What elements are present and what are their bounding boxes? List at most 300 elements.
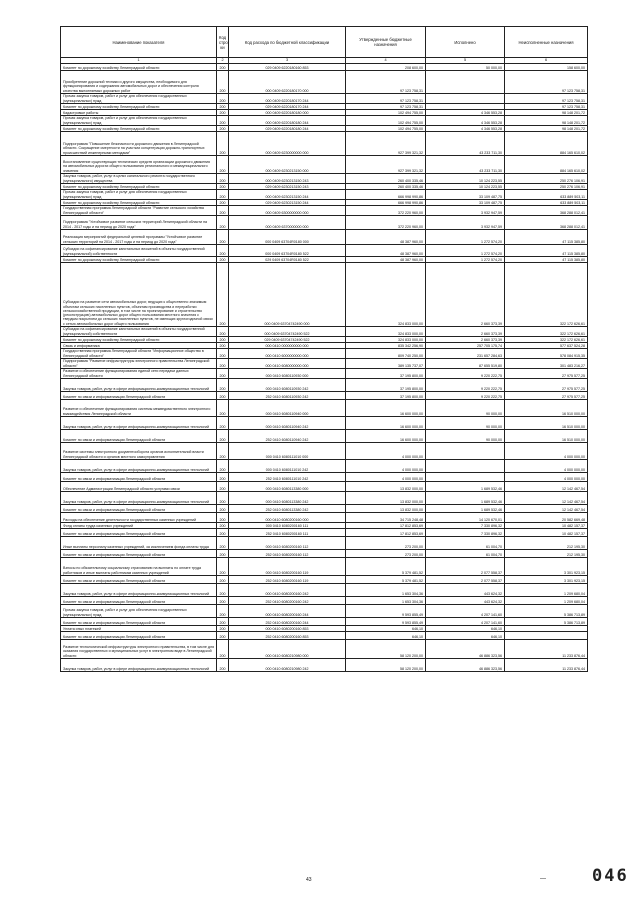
- row-name-cell: Обеспечение Администрации Ленинградской области услугами связи: [61, 482, 217, 492]
- row-line-code-cell: 200: [217, 430, 229, 443]
- table-row: [61, 230, 588, 245]
- row-line-code-cell: 200: [217, 584, 229, 597]
- row-approved-cell: 102 494 755,00: [346, 126, 426, 132]
- row-classification-cell: 252 0410 6080200160 242: [229, 597, 346, 605]
- row-unexecuted-cell: 578 084 915,35: [505, 349, 588, 359]
- row-unexecuted-cell: 368 288 012,41: [505, 216, 588, 230]
- row-executed-cell: 33 109 487,75: [426, 190, 505, 200]
- row-approved-cell: 48 387 960,00: [346, 230, 426, 245]
- table-row: [61, 430, 588, 443]
- row-classification-cell: 029 0409 6230213150 243: [229, 184, 346, 190]
- row-executed-cell: 90 000,00: [426, 430, 505, 443]
- row-unexecuted-cell: 5 386 713,89: [505, 618, 588, 626]
- row-approved-cell: 9 593 855,49: [346, 618, 426, 626]
- row-classification-cell: 252 0410 6080200160 853: [229, 632, 346, 640]
- row-approved-cell: 37 195 800,00: [346, 369, 426, 379]
- row-unexecuted-cell: 3 301 923,15: [505, 576, 588, 584]
- table-row: [61, 618, 588, 626]
- row-classification-cell: 000 0409 6370000000 000: [229, 216, 346, 230]
- row-approved-cell: 273 200,00: [346, 537, 426, 550]
- row-name-cell: Комитет по дорожному хозяйству Ленинградской области: [61, 200, 217, 206]
- row-classification-cell: 000 0409 63704742490 522: [229, 327, 346, 337]
- column-index: 1: [61, 58, 217, 64]
- row-name-cell: Фонд оплаты труда казенных учреждений: [61, 523, 217, 529]
- row-name-cell: Комитет по дорожному хозяйству Ленинградской области: [61, 257, 217, 263]
- row-approved-cell: 58 120 200,00: [346, 659, 426, 672]
- row-classification-cell: 029 0409 6220180160 853: [229, 64, 346, 71]
- row-classification-cell: 000 0410 6000000000 000: [229, 349, 346, 359]
- row-name-cell: Государственная программа Ленинградской области "Развитие сельского хозяйства Ленинградской области": [61, 206, 217, 216]
- row-approved-cell: 58 120 200,00: [346, 640, 426, 659]
- row-classification-cell: 000 0410 6080000000 000: [229, 359, 346, 369]
- row-approved-cell: 5 379 481,52: [346, 558, 426, 576]
- table-row: [61, 156, 588, 174]
- table-row: [61, 482, 588, 492]
- row-executed-cell: 3 932 947,59: [426, 216, 505, 230]
- row-approved-cell: 4 000 000,00: [346, 473, 426, 482]
- row-line-code-cell: 200: [217, 200, 229, 206]
- row-classification-cell: 000 0410 6080111010 000: [229, 443, 346, 460]
- row-line-code-cell: 200: [217, 558, 229, 576]
- row-unexecuted-cell: 158 600,00: [505, 64, 588, 71]
- row-approved-cell: 927 399 321,32: [346, 156, 426, 174]
- row-approved-cell: 927 399 321,32: [346, 132, 426, 156]
- table-row: [61, 379, 588, 392]
- row-unexecuted-cell: 1 209 680,04: [505, 584, 588, 597]
- column-index: 2: [217, 58, 229, 64]
- row-executed-cell: 2 660 373,39: [426, 263, 505, 327]
- row-approved-cell: 13 832 000,00: [346, 505, 426, 513]
- row-classification-cell: 000 0409 63704R0180 522: [229, 245, 346, 257]
- row-classification-cell: 000 0410 6080110940 000: [229, 400, 346, 417]
- row-line-code-cell: 200: [217, 523, 229, 529]
- row-executed-cell: 2 660 373,39: [426, 327, 505, 337]
- row-approved-cell: 13 832 000,00: [346, 492, 426, 505]
- row-executed-cell: 231 657 284,63: [426, 349, 505, 359]
- row-classification-cell: 000 0409 63704742490 000: [229, 263, 346, 327]
- row-approved-cell: 372 220 960,00: [346, 206, 426, 216]
- row-unexecuted-cell: 250 276 106,91: [505, 174, 588, 184]
- row-unexecuted-cell: 577 637 524,28: [505, 343, 588, 349]
- row-name-cell: Закупка товаров, работ, услуг в сфере информационно-коммуникационных технологий: [61, 584, 217, 597]
- row-executed-cell: 90 000,00: [426, 400, 505, 417]
- row-executed-cell: 443 624,32: [426, 597, 505, 605]
- budget-table: [60, 26, 588, 672]
- row-line-code-cell: 200: [217, 230, 229, 245]
- row-name-cell: Реализация мероприятий федеральной целевой программы "Устойчивое развитие сельских территорий на 2014 - 2017 годы и на период до 2020 года": [61, 230, 217, 245]
- row-classification-cell: 000 0410 6080200160 244: [229, 605, 346, 618]
- row-name-cell: Иные выплаты персоналу казенных учреждений, за исключением фонда оплаты труда: [61, 537, 217, 550]
- row-executed-cell: 61 004,70: [426, 550, 505, 558]
- row-approved-cell: 646,10: [346, 632, 426, 640]
- row-approved-cell: 4 000 000,00: [346, 460, 426, 473]
- row-classification-cell: 000 0409 63704R0180 000: [229, 230, 346, 245]
- row-classification-cell: 000 0410 6080113380 000: [229, 482, 346, 492]
- row-line-code-cell: 200: [217, 443, 229, 460]
- row-classification-cell: 252 0410 6080200160 112: [229, 550, 346, 558]
- row-line-code-cell: 200: [217, 505, 229, 513]
- row-approved-cell: 13 832 000,00: [346, 482, 426, 492]
- row-unexecuted-cell: 322 172 626,61: [505, 337, 588, 343]
- row-line-code-cell: 200: [217, 605, 229, 618]
- row-name-cell: Субсидии на софинансирование капитальных вложений в объекты государственной (муниципальной) собственности: [61, 245, 217, 257]
- row-unexecuted-cell: 301 483 216,27: [505, 359, 588, 369]
- row-executed-cell: 43 233 711,30: [426, 156, 505, 174]
- row-name-cell: Комитет по связи и информатизации Ленинградской области: [61, 430, 217, 443]
- row-approved-cell: 646,10: [346, 626, 426, 632]
- row-unexecuted-cell: 16 510 000,00: [505, 430, 588, 443]
- row-approved-cell: 273 200,00: [346, 550, 426, 558]
- row-classification-cell: 000 0410 6080110940 242: [229, 417, 346, 430]
- row-executed-cell: 2 077 558,37: [426, 576, 505, 584]
- row-executed-cell: 14 120 670,01: [426, 513, 505, 523]
- row-classification-cell: 000 0410 6080210980 000: [229, 640, 346, 659]
- row-name-cell: Закупка товаров, работ, услуг в сфере информационно-коммуникационных технологий: [61, 379, 217, 392]
- row-executed-cell: 4 207 141,60: [426, 605, 505, 618]
- row-line-code-cell: 200: [217, 618, 229, 626]
- row-executed-cell: 7 330 896,32: [426, 529, 505, 537]
- table-row: [61, 359, 588, 369]
- row-line-code-cell: 200: [217, 537, 229, 550]
- row-classification-cell: 000 0410 6080113380 242: [229, 492, 346, 505]
- report-sheet: [60, 26, 587, 672]
- row-name-cell: Комитет по дорожному хозяйству Ленинградской области: [61, 337, 217, 343]
- table-row: [61, 513, 588, 523]
- row-unexecuted-cell: 12 142 467,54: [505, 492, 588, 505]
- table-row: [61, 558, 588, 576]
- row-line-code-cell: 200: [217, 174, 229, 184]
- row-approved-cell: 37 195 800,00: [346, 379, 426, 392]
- row-unexecuted-cell: 16 510 000,00: [505, 400, 588, 417]
- row-unexecuted-cell: 633 889 503,11: [505, 200, 588, 206]
- row-unexecuted-cell: 97 123 758,31: [505, 94, 588, 104]
- row-classification-cell: 000 0410 6080200160 111: [229, 523, 346, 529]
- header-line-code: Код стро ки: [217, 27, 229, 58]
- row-unexecuted-cell: 27 975 577,25: [505, 379, 588, 392]
- row-unexecuted-cell: 5 386 713,89: [505, 605, 588, 618]
- row-name-cell: Комитет по дорожному хозяйству Ленинградской области: [61, 104, 217, 110]
- row-line-code-cell: 200: [217, 126, 229, 132]
- row-line-code-cell: 200: [217, 206, 229, 216]
- row-unexecuted-cell: 20 582 669,48: [505, 513, 588, 523]
- row-classification-cell: 029 0409 6220180180 244: [229, 126, 346, 132]
- row-unexecuted-cell: 16 510 000,00: [505, 417, 588, 430]
- row-name-cell: Прочая закупка товаров, работ и услуг для обеспечения государственных (муниципальных) нужд: [61, 190, 217, 200]
- row-executed-cell: 1 689 532,46: [426, 482, 505, 492]
- row-line-code-cell: 200: [217, 369, 229, 379]
- row-classification-cell: 000 0409 6220180170 000: [229, 71, 346, 94]
- row-approved-cell: 102 494 755,00: [346, 110, 426, 116]
- table-row: [61, 132, 588, 156]
- row-unexecuted-cell: 10 482 157,37: [505, 529, 588, 537]
- row-name-cell: Комитет по связи и информатизации Ленинградской области: [61, 529, 217, 537]
- row-approved-cell: 4 000 000,00: [346, 443, 426, 460]
- row-line-code-cell: 200: [217, 216, 229, 230]
- row-name-cell: Прочая закупка товаров, работ и услуг для обеспечения государственных (муниципальных) нужд: [61, 116, 217, 126]
- table-row: [61, 190, 588, 200]
- row-executed-cell: 4 207 141,60: [426, 618, 505, 626]
- row-unexecuted-cell: 47 115 385,80: [505, 257, 588, 263]
- row-classification-cell: 252 0410 6080110930 242: [229, 392, 346, 400]
- header-approved: Утвержденные бюджетные назначения: [346, 27, 426, 58]
- row-unexecuted-cell: 1 209 680,04: [505, 597, 588, 605]
- table-row: [61, 537, 588, 550]
- row-classification-cell: 252 0410 6080111010 242: [229, 473, 346, 482]
- row-unexecuted-cell: 27 975 577,25: [505, 392, 588, 400]
- row-line-code-cell: 200: [217, 263, 229, 327]
- row-name-cell: Кадастровые работы: [61, 110, 217, 116]
- row-approved-cell: 324 833 000,00: [346, 263, 426, 327]
- table-row: [61, 529, 588, 537]
- row-unexecuted-cell: 97 123 758,31: [505, 104, 588, 110]
- row-name-cell: Закупка товаров, работ, услуг в сфере информационно-коммуникационных технологий: [61, 659, 217, 672]
- row-name-cell: Подпрограмма "Устойчивое развитие сельских территорий Ленинградской области на 2014 - 2017 годы и на период до 2020 года": [61, 216, 217, 230]
- row-unexecuted-cell: [505, 632, 588, 640]
- row-unexecuted-cell: 11 233 876,44: [505, 659, 588, 672]
- row-unexecuted-cell: 250 276 106,91: [505, 184, 588, 190]
- row-line-code-cell: 200: [217, 379, 229, 392]
- table-row: [61, 94, 588, 104]
- row-executed-cell: 1 689 532,46: [426, 505, 505, 513]
- row-name-cell: Комитет по связи и информатизации Ленинградской области: [61, 618, 217, 626]
- row-executed-cell: 2 660 373,39: [426, 337, 505, 343]
- row-line-code-cell: 200: [217, 337, 229, 343]
- row-name-cell: Прочая закупка товаров, работ и услуг для обеспечения государственных (муниципальных) нужд: [61, 94, 217, 104]
- column-index: 4: [346, 58, 426, 64]
- row-classification-cell: 000 0410 6080200160 853: [229, 626, 346, 632]
- row-executed-cell: 46 886 323,56: [426, 640, 505, 659]
- row-executed-cell: 7 330 896,32: [426, 523, 505, 529]
- table-row: [61, 206, 588, 216]
- row-line-code-cell: 200: [217, 156, 229, 174]
- row-executed-cell: 4 346 553,28: [426, 116, 505, 126]
- row-name-cell: Субсидии на развитие сети автомобильных дорог, ведущих к общественно значимым объектам сельских населенных пунктов, объектам производства и переработки сельскохозяйственной продукции, в том числе на проектирование и строительство (реконструкцию) автомобильных дорог общего пользования местного значения с твердым покрытием до сельских населенных пунктов, не имеющих круглогодичной связи с сетью автомобильных дорог общего пользования: [61, 263, 217, 327]
- row-name-cell: Прочая закупка товаров, работ и услуг для обеспечения государственных (муниципальных) нужд: [61, 605, 217, 618]
- row-approved-cell: 17 812 853,69: [346, 529, 426, 537]
- row-approved-cell: 372 220 960,00: [346, 216, 426, 230]
- row-line-code-cell: 200: [217, 473, 229, 482]
- row-classification-cell: 000 0410 6080110930 242: [229, 379, 346, 392]
- column-index: 3: [229, 58, 346, 64]
- row-unexecuted-cell: 47 115 385,80: [505, 230, 588, 245]
- row-classification-cell: 252 0410 6080200160 111: [229, 529, 346, 537]
- row-classification-cell: 029 0409 6220180170 244: [229, 104, 346, 110]
- table-row: [61, 400, 588, 417]
- row-name-cell: Субсидии на софинансирование капитальных вложений в объекты государственной (муниципальной) собственности: [61, 327, 217, 337]
- row-classification-cell: 000 0410 6080200160 112: [229, 537, 346, 550]
- row-unexecuted-cell: 12 142 467,54: [505, 482, 588, 492]
- document-stamp-number: 046: [592, 866, 629, 886]
- row-executed-cell: 10 124 223,55: [426, 174, 505, 184]
- row-line-code-cell: 200: [217, 327, 229, 337]
- row-name-cell: Закупка товаров, работ, услуг в целях капитального ремонта государственного (муниципального) имущества: [61, 174, 217, 184]
- row-executed-cell: 50 000,00: [426, 64, 505, 71]
- header-classification-code: Код расхода по бюджетной классификации: [229, 27, 346, 58]
- row-name-cell: Комитет по дорожному хозяйству Ленинградской области: [61, 126, 217, 132]
- row-name-cell: Развитие и обеспечение функционирования единой сети передачи данных Ленинградской области: [61, 369, 217, 379]
- row-approved-cell: 5 379 481,52: [346, 576, 426, 584]
- row-classification-cell: 029 0409 63704742490 522: [229, 337, 346, 343]
- row-approved-cell: 666 998 990,86: [346, 190, 426, 200]
- row-unexecuted-cell: 4 000 000,00: [505, 443, 588, 460]
- table-row: [61, 327, 588, 337]
- row-executed-cell: 3 932 947,59: [426, 206, 505, 216]
- row-executed-cell: 1 272 574,20: [426, 257, 505, 263]
- table-row: [61, 576, 588, 584]
- row-classification-cell: 000 0410 6080200160 000: [229, 513, 346, 523]
- column-index: 6: [505, 58, 588, 64]
- row-classification-cell: 252 0410 6080200160 119: [229, 576, 346, 584]
- table-row: [61, 460, 588, 473]
- row-line-code-cell: 200: [217, 597, 229, 605]
- row-unexecuted-cell: 27 975 577,25: [505, 369, 588, 379]
- row-classification-cell: 252 0410 6080110940 242: [229, 430, 346, 443]
- row-executed-cell: [426, 460, 505, 473]
- table-row: [61, 392, 588, 400]
- row-name-cell: Приобретение дорожной техники и другого имущества, необходимого для функционирования и содержания автомобильных дорог и обеспечения контроля качества выполняемых дорожных работ: [61, 71, 217, 94]
- row-classification-cell: 000 0409 6230213150 244: [229, 190, 346, 200]
- row-approved-cell: 97 123 758,31: [346, 94, 426, 104]
- row-executed-cell: 4 346 553,28: [426, 126, 505, 132]
- row-line-code-cell: 200: [217, 64, 229, 71]
- row-approved-cell: 48 387 960,00: [346, 257, 426, 263]
- row-line-code-cell: 200: [217, 659, 229, 672]
- row-line-code-cell: 200: [217, 343, 229, 349]
- row-executed-cell: [426, 94, 505, 104]
- row-unexecuted-cell: 884 165 610,02: [505, 132, 588, 156]
- row-executed-cell: 1 272 574,20: [426, 245, 505, 257]
- table-row: [61, 443, 588, 460]
- row-approved-cell: 324 833 000,00: [346, 327, 426, 337]
- row-approved-cell: 208 600,00: [346, 64, 426, 71]
- row-line-code-cell: 200: [217, 513, 229, 523]
- table-row: [61, 216, 588, 230]
- row-name-cell: Развитие системы электронного документооборота органов исполнительной власти Ленинградской области и органов местного самоуправления: [61, 443, 217, 460]
- table-body: [61, 64, 588, 672]
- row-executed-cell: 9 220 222,75: [426, 392, 505, 400]
- page-number: 43: [306, 877, 312, 883]
- row-classification-cell: 000 0410 6080110930 000: [229, 369, 346, 379]
- row-line-code-cell: 200: [217, 184, 229, 190]
- row-name-cell: Закупка товаров, работ, услуг в сфере информационно-коммуникационных технологий: [61, 460, 217, 473]
- row-approved-cell: 37 195 800,00: [346, 392, 426, 400]
- row-executed-cell: 2 077 558,37: [426, 558, 505, 576]
- row-name-cell: Развитие и обеспечение функционирования системы межведомственного электронного взаимодействия Ленинградской области: [61, 400, 217, 417]
- row-approved-cell: 389 135 737,07: [346, 359, 426, 369]
- table-row: [61, 116, 588, 126]
- table-row: [61, 605, 588, 618]
- row-classification-cell: 000 0409 6220180170 244: [229, 94, 346, 104]
- row-line-code-cell: 200: [217, 116, 229, 126]
- row-approved-cell: 16 600 000,00: [346, 430, 426, 443]
- row-line-code-cell: 200: [217, 529, 229, 537]
- row-approved-cell: 97 123 758,31: [346, 104, 426, 110]
- row-approved-cell: 16 600 000,00: [346, 400, 426, 417]
- row-approved-cell: 666 998 990,86: [346, 200, 426, 206]
- row-line-code-cell: 200: [217, 349, 229, 359]
- row-classification-cell: 000 0410 0000000000 000: [229, 343, 346, 349]
- table-row: [61, 245, 588, 257]
- table-row: [61, 349, 588, 359]
- row-executed-cell: 61 004,70: [426, 537, 505, 550]
- row-name-cell: Государственная программа Ленинградской области "Информационное общество в Ленинградской области": [61, 349, 217, 359]
- row-classification-cell: 000 0409 6230213150 000: [229, 156, 346, 174]
- row-unexecuted-cell: 884 165 610,02: [505, 156, 588, 174]
- row-name-cell: Комитет по связи и информатизации Ленинградской области: [61, 550, 217, 558]
- row-executed-cell: 1 689 532,46: [426, 492, 505, 505]
- row-line-code-cell: 200: [217, 190, 229, 200]
- row-line-code-cell: 200: [217, 632, 229, 640]
- row-classification-cell: 000 0409 6230000000 000: [229, 132, 346, 156]
- row-executed-cell: 10 124 223,55: [426, 184, 505, 190]
- row-name-cell: Закупка товаров, работ, услуг в сфере информационно-коммуникационных технологий: [61, 492, 217, 505]
- row-line-code-cell: 200: [217, 626, 229, 632]
- table-row: [61, 473, 588, 482]
- table-row: [61, 174, 588, 184]
- row-approved-cell: 9 593 855,49: [346, 605, 426, 618]
- row-unexecuted-cell: 47 115 385,80: [505, 245, 588, 257]
- row-approved-cell: 34 715 248,48: [346, 513, 426, 523]
- row-executed-cell: 9 220 222,75: [426, 369, 505, 379]
- row-executed-cell: 1 272 574,20: [426, 230, 505, 245]
- row-name-cell: Комитет по связи и информатизации Ленинградской области: [61, 576, 217, 584]
- row-unexecuted-cell: 3 301 923,15: [505, 558, 588, 576]
- row-unexecuted-cell: 12 142 467,54: [505, 505, 588, 513]
- row-unexecuted-cell: 4 000 000,00: [505, 460, 588, 473]
- row-approved-cell: 1 653 304,36: [346, 597, 426, 605]
- row-name-cell: Комитет по связи и информатизации Ленинградской области: [61, 597, 217, 605]
- row-executed-cell: 33 109 487,75: [426, 200, 505, 206]
- row-line-code-cell: 200: [217, 110, 229, 116]
- row-executed-cell: 9 220 222,75: [426, 379, 505, 392]
- row-approved-cell: 1 653 304,36: [346, 584, 426, 597]
- table-row: [61, 64, 588, 71]
- row-approved-cell: 97 123 758,31: [346, 71, 426, 94]
- row-name-cell: Подпрограмма "Повышение безопасности дорожного движения в Ленинградской области. Сокращение смертности на участках концентрации дорожно-транспортных происшествий инженерными методами": [61, 132, 217, 156]
- row-line-code-cell: 200: [217, 640, 229, 659]
- row-line-code-cell: 200: [217, 492, 229, 505]
- header-name: Наименование показателя: [61, 27, 217, 58]
- row-classification-cell: 000 0410 6080200160 119: [229, 558, 346, 576]
- row-unexecuted-cell: 10 482 157,37: [505, 523, 588, 529]
- row-name-cell: Взносы по обязательному социальному страхованию на выплаты по оплате труда работников и иные выплаты работникам казенных учреждений: [61, 558, 217, 576]
- row-approved-cell: 809 740 250,00: [346, 349, 426, 359]
- row-classification-cell: 252 0410 6080113380 242: [229, 505, 346, 513]
- row-executed-cell: 90 000,00: [426, 417, 505, 430]
- row-line-code-cell: 200: [217, 392, 229, 400]
- row-approved-cell: 102 494 755,00: [346, 116, 426, 126]
- row-unexecuted-cell: 322 172 626,61: [505, 327, 588, 337]
- row-unexecuted-cell: 212 195,30: [505, 550, 588, 558]
- row-approved-cell: 16 600 000,00: [346, 417, 426, 430]
- row-classification-cell: 029 0409 63704R0180 522: [229, 257, 346, 263]
- row-name-cell: Подпрограмма "Развитие инфраструктуры электронного правительства Ленинградской области": [61, 359, 217, 369]
- row-approved-cell: 260 400 335,46: [346, 184, 426, 190]
- row-approved-cell: 835 342 256,90: [346, 343, 426, 349]
- row-unexecuted-cell: 633 889 503,11: [505, 190, 588, 200]
- row-classification-cell: 029 0409 6230213150 244: [229, 200, 346, 206]
- row-unexecuted-cell: 368 288 012,41: [505, 206, 588, 216]
- table-row: [61, 584, 588, 597]
- row-name-cell: Расходы на обеспечение деятельности государственных казенных учреждений: [61, 513, 217, 523]
- row-approved-cell: 324 833 000,00: [346, 337, 426, 343]
- row-line-code-cell: 200: [217, 550, 229, 558]
- row-line-code-cell: 200: [217, 576, 229, 584]
- column-index: 5: [426, 58, 505, 64]
- row-classification-cell: 000 0409 6300000000 000: [229, 206, 346, 216]
- row-classification-cell: 252 0410 6080200160 244: [229, 618, 346, 626]
- table-row: [61, 640, 588, 659]
